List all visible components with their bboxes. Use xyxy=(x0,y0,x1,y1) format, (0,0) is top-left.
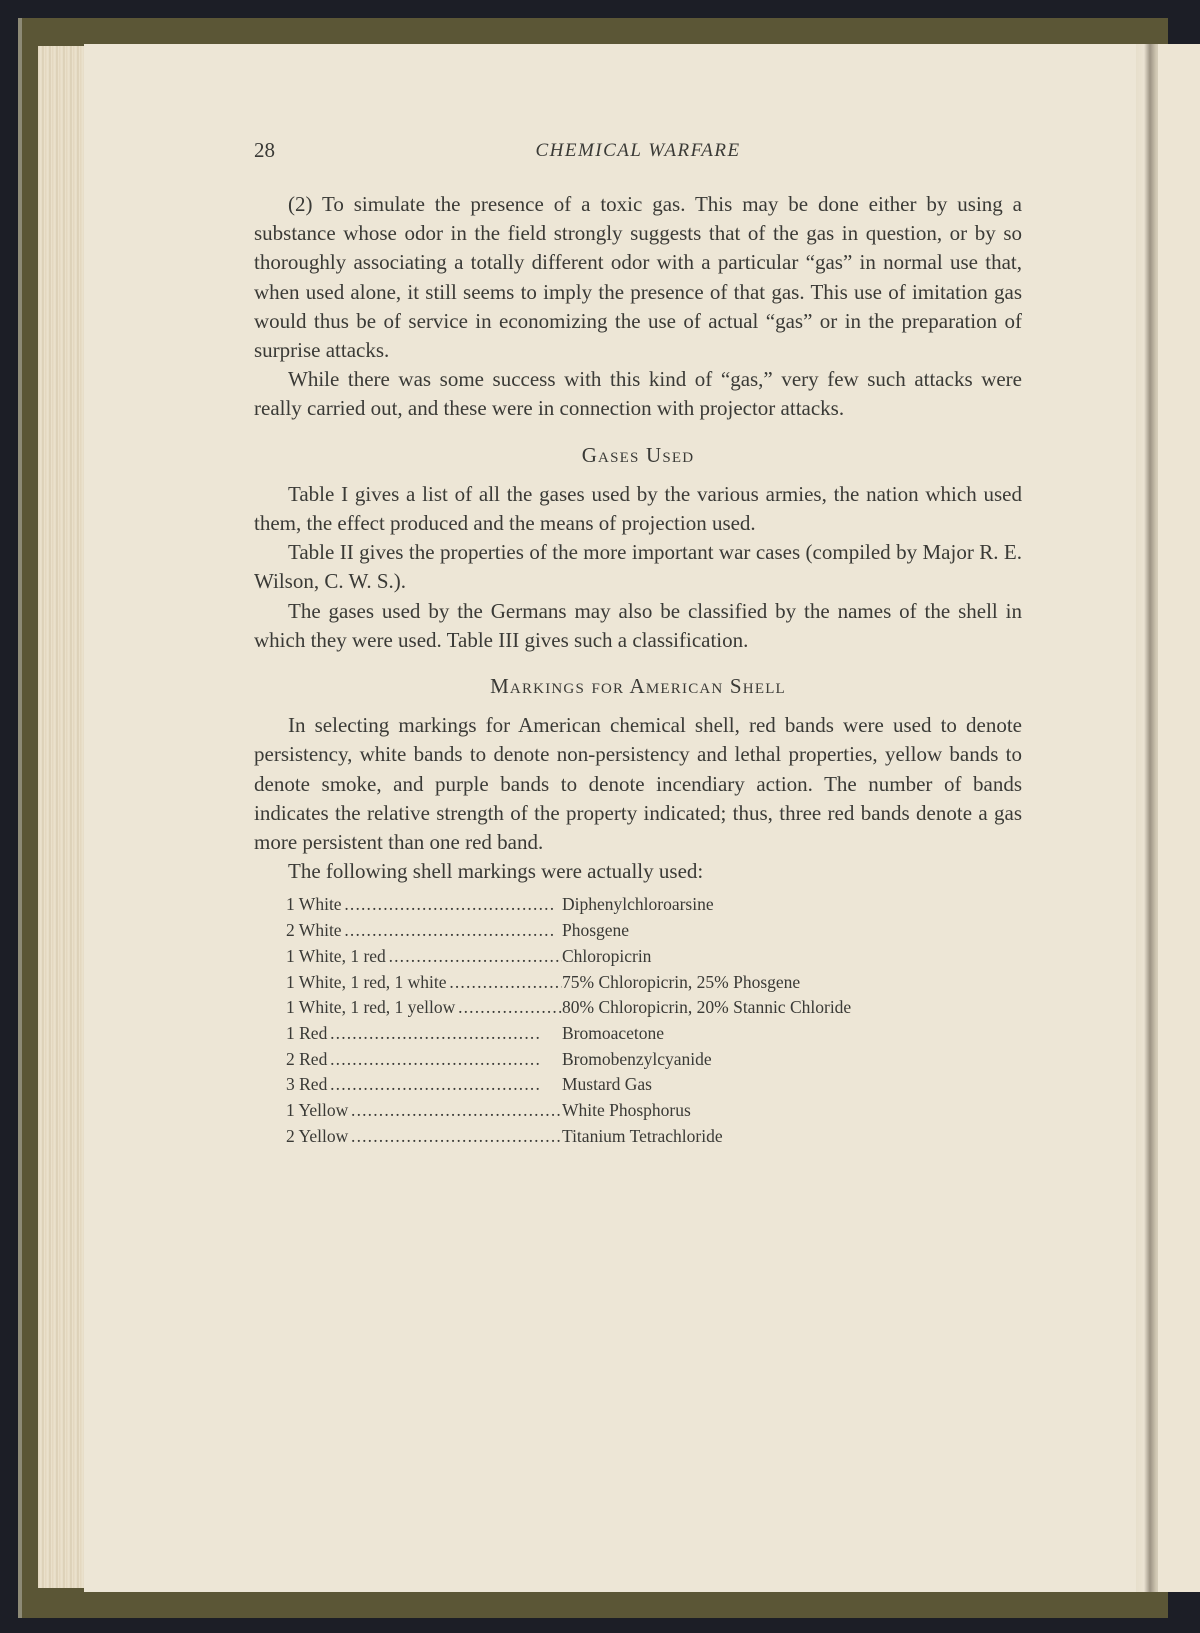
marking-gas: Bromobenzylcyanide xyxy=(562,1048,712,1069)
marking-row xyxy=(254,995,1022,1021)
running-title: CHEMICAL WARFARE xyxy=(535,140,741,161)
facing-page-edge xyxy=(1158,44,1200,1592)
marking-row xyxy=(254,1098,1022,1124)
marking-gas: Diphenylchloroarsine xyxy=(562,894,714,915)
marking-bands: 2 Yellow . . . xyxy=(254,1124,562,1150)
marking-bands: 1 White, 1 red, 1 white . . . xyxy=(254,970,562,996)
marking-bands: 2 Red . . . xyxy=(254,1047,562,1073)
marking-gas: White Phosphorus xyxy=(562,1100,691,1121)
marking-row xyxy=(254,1021,1022,1047)
marking-gas: Titanium Tetrachloride xyxy=(562,1125,723,1146)
marking-gas: Mustard Gas xyxy=(562,1074,652,1095)
marking-bands: 1 White, 1 red . . . xyxy=(254,944,562,970)
marking-row xyxy=(254,970,1022,996)
marking-row xyxy=(254,1072,1022,1098)
marking-gas: Phosgene xyxy=(562,920,630,941)
marking-gas: Bromoacetone xyxy=(562,1022,665,1043)
paragraph: The gases used by the Germans may also be classified by the names of the shell in which they were used. Table III gives such a classification. xyxy=(254,598,1022,652)
page-content xyxy=(254,130,1022,1150)
marking-bands: 3 Red . . . xyxy=(254,1072,562,1098)
marking-row xyxy=(254,1124,1022,1150)
page-number: 28 xyxy=(254,138,275,162)
marking-row xyxy=(254,918,1022,944)
marking-bands: 2 White . . . xyxy=(254,918,562,944)
marking-row xyxy=(254,892,1022,918)
paragraph: The following shell markings were actually used: xyxy=(288,859,704,884)
running-head xyxy=(254,130,1022,170)
marking-bands: 1 Red . . . xyxy=(254,1021,562,1047)
paragraph: Table II gives the properties of the more important war cases (compiled by Major R. E. Wilson, C. W. S.). xyxy=(254,540,1022,594)
marking-gas: 80% Chloropicrin, 20% Stannic Chloride xyxy=(562,997,852,1018)
paragraph: While there was some success with this kind of “gas,” very few such attacks were really carried out, and these were in connection with projector attacks. xyxy=(254,367,1022,421)
paragraph: Table I gives a list of all the gases used by the various armies, the nation which used them, the effect produced and the means of projection used. xyxy=(254,481,1022,536)
cover-edge xyxy=(18,18,22,1618)
marking-bands: 1 Yellow . . . xyxy=(254,1098,562,1124)
section-heading-markings: Markings for American Shell xyxy=(490,674,786,699)
marking-bands: 1 White . . . xyxy=(254,892,562,918)
marking-bands: 1 White, 1 red, 1 yellow . . . xyxy=(254,995,562,1021)
shell-markings-list xyxy=(254,892,1022,1149)
paragraph: (2) To simulate the presence of a toxic gas. This may be done either by using a substance whose odor in the field strongly suggests that of the gas in question, or by so thoroughly associating a totally different odor with a particular “gas” in normal use that, when used alone, it still seems to imply the presence of that gas. This use of imitation gas would thus be of service in economizing the use of actual “gas” or in the preparation of surprise attacks. xyxy=(254,192,1022,363)
marking-gas: Chloropicrin xyxy=(562,945,652,966)
page-edges xyxy=(38,46,86,1588)
section-heading-gases-used: Gases Used xyxy=(581,442,695,467)
marking-row xyxy=(254,944,1022,970)
marking-row xyxy=(254,1047,1022,1073)
paragraph: In selecting markings for American chemical shell, red bands were used to denote persistency, white bands to denote non-persistency and lethal properties, yellow bands to denote smoke, and purple bands to denote incendiary action. The number of bands indicates the relative strength of the property indicated; thus, three red bands denote a gas more persistent than one red band. xyxy=(254,713,1022,855)
marking-gas: 75% Chloropicrin, 25% Phosgene xyxy=(562,971,801,992)
